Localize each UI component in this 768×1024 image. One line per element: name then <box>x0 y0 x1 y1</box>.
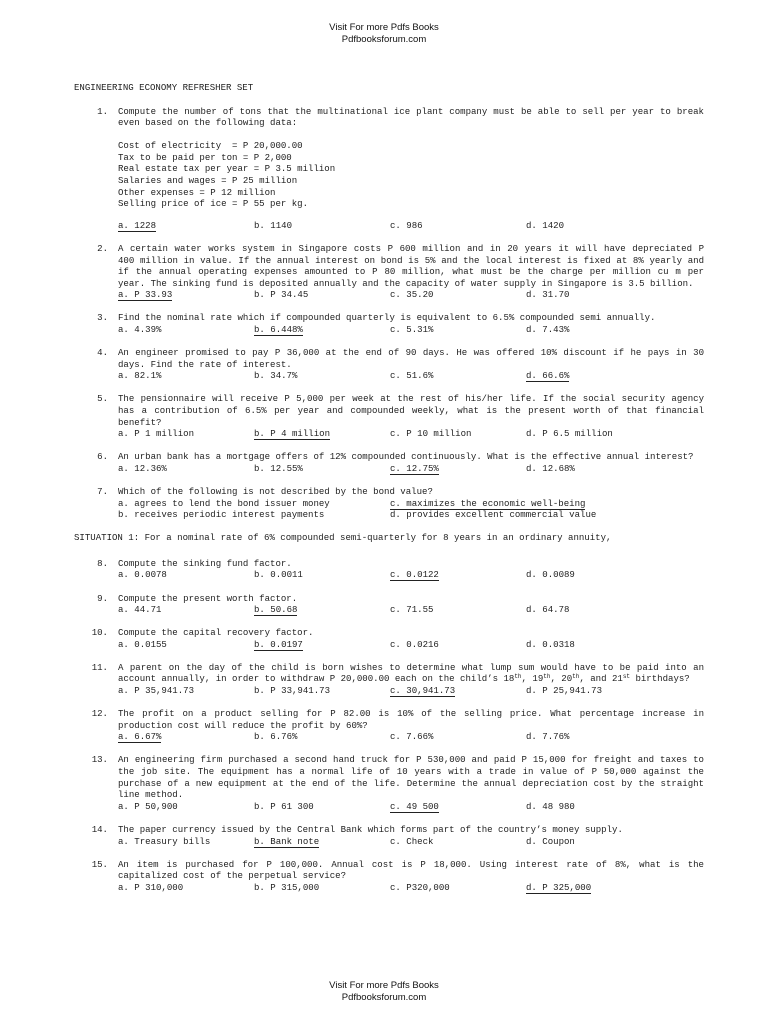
answer-option-c <box>390 498 662 510</box>
question-9 <box>74 593 704 616</box>
answer-option-b <box>254 569 390 581</box>
answer-option-c <box>390 604 526 616</box>
question-11 <box>74 662 704 697</box>
question-text: Compute the capital recovery factor. <box>118 627 314 639</box>
answer-option-label: d. 7.43% <box>526 324 570 335</box>
answer-option-b <box>254 685 390 697</box>
question-number: 14. <box>91 823 108 835</box>
question-text <box>118 662 704 685</box>
question-text: An urban bank has a mortgage offers of 12% compounded continuously. What is the effective annual interest? <box>118 451 694 463</box>
answer-option-label: d. 1420 <box>526 219 565 231</box>
footer-line-1: Visit For more Pdfs Books <box>329 980 439 991</box>
question-number: 8. <box>97 557 108 569</box>
question-text: The pensionnaire will receive P 5,000 per week at the rest of his/her life. If the social security agency has a contribution of 6.5% per year and compounded weekly, what is the present worth of that financial benefit? <box>118 393 704 428</box>
answer-option-label: b. P 315,000 <box>254 881 320 893</box>
answer-options <box>118 836 704 848</box>
answer-option-label: b. 0.0197 <box>254 638 303 650</box>
answer-option-c <box>390 731 526 743</box>
answer-options <box>118 882 704 894</box>
answer-option-d <box>526 324 662 336</box>
given-data-item: Tax to be paid per ton = P 2,000 <box>118 151 292 163</box>
answer-option-b <box>118 509 390 521</box>
question-13 <box>74 754 704 812</box>
answer-option-c <box>390 428 526 440</box>
answer-option-label: d. 66.6% <box>526 370 570 382</box>
answer-option-label: c. 5.31% <box>390 324 434 335</box>
answer-option-b <box>254 289 390 301</box>
answer-option-label: a. 44.71 <box>118 604 162 616</box>
answer-option-label: a. P 310,000 <box>118 881 184 893</box>
answer-option-label: d. 7.76% <box>526 731 570 743</box>
given-data-item: Other expenses = P 12 million <box>118 186 276 198</box>
answer-option-label: d. 0.0089 <box>526 569 575 581</box>
answer-option-d <box>526 569 662 581</box>
question-number: 5. <box>97 393 108 405</box>
question-text: Which of the following is not described by the bond value? <box>118 485 433 497</box>
given-data-item: Cost of electricity = P 20,000.00 <box>118 140 303 152</box>
question-14 <box>74 824 704 847</box>
answer-option-a <box>118 801 254 813</box>
question-number: 10. <box>91 627 108 639</box>
answer-option-a <box>118 324 254 336</box>
question-text: A certain water works system in Singapore costs P 600 million and in 20 years it will have depreciated P 400 million in value. If the annual interest on bond is 5% and the local interest is fixed at 8% yearly and if the annual operating expenses amounted to P 80 million, what must be the charge per million cu m per year. The sinking fund is deposited annually and the capacity of water supply in Singapore is 3.5 billion. <box>118 242 704 289</box>
given-data-item: Selling price of ice = P 55 per kg. <box>118 198 309 210</box>
answer-option-c <box>390 463 526 475</box>
answer-option-label: b. P 61 300 <box>254 800 314 812</box>
answer-option-label: a. P 35,941.73 <box>118 685 195 697</box>
question-5 <box>74 393 704 439</box>
answer-option-label: c. 35.20 <box>390 289 434 301</box>
answer-option-a <box>118 639 254 651</box>
answer-options <box>118 463 704 475</box>
answer-option-label: b. Bank note <box>254 835 320 847</box>
answer-option-a <box>118 498 390 510</box>
answer-option-c <box>390 836 526 848</box>
question-text: An engineer promised to pay P 36,000 at the end of 90 days. He was offered 10% discount if he pays in 30 days. Find the rate of interest. <box>118 347 704 370</box>
question-number: 1. <box>97 105 108 117</box>
answer-options-row-1 <box>118 498 704 510</box>
answer-option-b <box>254 428 390 440</box>
answer-option-label: d. provides excellent commercial value <box>390 509 597 521</box>
answer-option-label: b. 6.448% <box>254 324 303 335</box>
answer-option-a <box>118 569 254 581</box>
answer-option-d <box>526 639 662 651</box>
answer-option-d <box>526 428 662 440</box>
answer-option-label: d. 48 980 <box>526 800 575 812</box>
answer-option-b <box>254 463 390 475</box>
answer-option-label: b. 1140 <box>254 219 293 231</box>
answer-option-label: a. agrees to lend the bond issuer money <box>118 497 330 509</box>
answer-option-a <box>118 463 254 475</box>
question-text-part: , 19 <box>521 673 544 685</box>
answer-option-d <box>526 836 662 848</box>
answer-option-label: c. 0.0122 <box>390 569 439 581</box>
question-text: Compute the sinking fund factor. <box>118 557 292 569</box>
answer-option-b <box>254 639 390 651</box>
answer-option-d <box>526 370 662 382</box>
answer-option-a <box>118 220 254 232</box>
answer-option-label: c. 51.6% <box>390 370 434 382</box>
question-7 <box>74 486 704 521</box>
answer-option-label: a. P 1 million <box>118 428 195 440</box>
question-text-part: , 20 <box>550 673 573 685</box>
answer-option-label: c. 49 500 <box>390 800 439 812</box>
answer-option-c <box>390 639 526 651</box>
question-number: 13. <box>91 754 108 766</box>
answer-option-b <box>254 604 390 616</box>
answer-option-c <box>390 220 526 232</box>
answer-option-a <box>118 289 254 301</box>
ordinal-suffix: th <box>543 673 551 681</box>
answer-option-b <box>254 731 390 743</box>
answer-option-b <box>254 220 390 232</box>
answer-option-d <box>526 604 662 616</box>
answer-options <box>118 604 704 616</box>
question-4 <box>74 347 704 382</box>
page-header-banner <box>0 22 768 46</box>
page-footer-banner <box>0 980 768 1004</box>
given-data-item: Real estate tax per year = P 3.5 million <box>118 163 336 175</box>
answer-option-label: b. 0.0011 <box>254 569 303 581</box>
answer-options <box>118 685 704 697</box>
question-text-part: A parent on the day of the child is born wishes to determine what lump sum would have to be paid into an account annually, in order to withdraw P 20,000.00 each on the child’s 18 <box>118 661 704 685</box>
answer-option-label: a. 6.67% <box>118 731 162 743</box>
answer-option-label: d. 31.70 <box>526 289 570 301</box>
answer-options <box>118 370 704 382</box>
answer-option-b <box>254 324 390 336</box>
answer-option-label: c. maximizes the economic well-being <box>390 497 586 509</box>
answer-option-label: d. P 325,000 <box>526 881 592 893</box>
question-12 <box>74 708 704 743</box>
answer-option-label: b. 50.68 <box>254 604 298 616</box>
answer-option-label: d. 12.68% <box>526 462 575 474</box>
answer-option-b <box>254 836 390 848</box>
question-6 <box>74 451 704 474</box>
answer-option-a <box>118 836 254 848</box>
answer-option-b <box>254 370 390 382</box>
answer-option-label: c. 0.0216 <box>390 638 439 650</box>
question-number: 11. <box>91 661 108 673</box>
answer-option-label: c. 71.55 <box>390 604 434 616</box>
question-number: 2. <box>97 242 108 254</box>
answer-option-b <box>254 882 390 894</box>
question-number: 9. <box>97 592 108 604</box>
document-body <box>74 82 704 893</box>
question-number: 15. <box>91 858 108 870</box>
answer-option-a <box>118 370 254 382</box>
answer-option-c <box>390 882 526 894</box>
answer-option-label: a. 0.0155 <box>118 638 167 650</box>
answer-option-label: a. 1228 <box>118 219 157 231</box>
answer-option-c <box>390 324 526 336</box>
question-number: 3. <box>97 312 108 324</box>
answer-option-a <box>118 428 254 440</box>
answer-option-d <box>526 882 662 894</box>
answer-options <box>118 801 704 813</box>
answer-option-a <box>118 604 254 616</box>
answer-option-label: c. P 10 million <box>390 428 472 440</box>
question-number: 6. <box>97 451 108 463</box>
answer-option-c <box>390 685 526 697</box>
footer-line-2: Pdfbooksforum.com <box>341 992 427 1003</box>
question-8 <box>74 558 704 581</box>
question-1 <box>74 106 704 232</box>
question-number: 4. <box>97 347 108 359</box>
answer-option-a <box>118 882 254 894</box>
answer-option-label: b. 12.55% <box>254 462 303 474</box>
answer-options <box>118 220 704 232</box>
question-2 <box>74 243 704 301</box>
answer-option-d <box>526 801 662 813</box>
answer-option-b <box>254 801 390 813</box>
question-text: An engineering firm purchased a second hand truck for P 530,000 and paid P 15,000 for freight and taxes to the job site. The equipment has a normal life of 10 years with a trade in value of P 50,000 against the purchase of a new equipment at the end of the life. Determine the annual depreciation cost by the straight line method. <box>118 754 704 801</box>
answer-option-label: a. 82.1% <box>118 370 162 382</box>
ordinal-suffix: th <box>572 673 580 681</box>
answer-option-label: c. 12.75% <box>390 462 439 474</box>
answer-option-label: a. 12.36% <box>118 462 167 474</box>
answer-option-c <box>390 289 526 301</box>
answer-option-label: c. P320,000 <box>390 881 450 893</box>
answer-options <box>118 428 704 440</box>
answer-option-label: d. 64.78 <box>526 604 570 616</box>
answer-option-label: c. 30,941.73 <box>390 685 456 697</box>
ordinal-suffix: st <box>622 673 631 681</box>
question-text: An item is purchased for P 100,000. Annual cost is P 18,000. Using interest rate of 8%, what is the capitalized cost of the perpetual service? <box>118 858 704 882</box>
question-10 <box>74 627 704 650</box>
answer-option-label: b. P 4 million <box>254 428 331 440</box>
answer-option-label: a. P 50,900 <box>118 800 178 812</box>
answer-option-d <box>526 220 662 232</box>
answer-option-a <box>118 731 254 743</box>
question-text: The profit on a product selling for P 82.00 is 10% of the selling price. What percentage increase in production cost will reduce the profit by 60%? <box>118 708 704 731</box>
question-text: The paper currency issued by the Central Bank which forms part of the country’s money supply. <box>118 823 623 835</box>
answer-option-label: a. 0.0078 <box>118 569 167 581</box>
answer-option-label: c. 986 <box>390 219 423 231</box>
answer-options <box>118 639 704 651</box>
answer-option-a <box>118 685 254 697</box>
question-number: 7. <box>97 485 108 497</box>
answer-option-label: a. P 33.93 <box>118 289 173 301</box>
answer-option-d <box>526 289 662 301</box>
question-text-part: , and 21 <box>579 673 623 685</box>
answer-options <box>118 289 704 301</box>
answer-option-label: b. 34.7% <box>254 370 298 382</box>
answer-option-label: b. P 33,941.73 <box>254 685 331 697</box>
header-line-1: Visit For more Pdfs Books <box>329 22 439 33</box>
question-3 <box>74 312 704 335</box>
answer-option-label: b. 6.76% <box>254 731 298 743</box>
answer-option-label: d. 0.0318 <box>526 638 575 650</box>
answer-option-label: c. Check <box>390 835 434 847</box>
answer-option-label: b. receives periodic interest payments <box>118 509 325 521</box>
given-data-item: Salaries and wages = P 25 million <box>118 175 298 187</box>
answer-options <box>118 324 704 336</box>
document-title: ENGINEERING ECONOMY REFRESHER SET <box>74 82 254 93</box>
question-text: Find the nominal rate which if compounded quarterly is equivalent to 6.5% compounded semi annually. <box>118 312 656 324</box>
question-text: Compute the number of tons that the multinational ice plant company must be able to sell per year to break even based on the following data: <box>118 105 704 129</box>
question-15 <box>74 859 704 894</box>
answer-option-label: d. Coupon <box>526 835 575 847</box>
answer-option-label: a. 4.39% <box>118 324 162 335</box>
answer-option-c <box>390 370 526 382</box>
answer-option-c <box>390 801 526 813</box>
answer-option-c <box>390 569 526 581</box>
answer-option-label: d. P 6.5 million <box>526 428 613 440</box>
answer-option-label: a. Treasury bills <box>118 835 211 847</box>
answer-option-d <box>526 731 662 743</box>
question-number: 12. <box>91 708 108 720</box>
answer-options <box>118 731 704 743</box>
situation-heading: SITUATION 1: For a nominal rate of 6% compounded semi-quarterly for 8 years in an ordinary annuity, <box>74 532 612 544</box>
answer-option-d <box>526 685 662 697</box>
question-text-part: birthdays? <box>630 673 690 685</box>
answer-options <box>118 569 704 581</box>
ordinal-suffix: th <box>514 673 522 681</box>
question-text: Compute the present worth factor. <box>118 592 298 604</box>
answer-option-label: c. 7.66% <box>390 731 434 743</box>
answer-option-label: d. P 25,941.73 <box>526 685 603 697</box>
answer-option-d <box>526 463 662 475</box>
answer-option-d <box>390 509 662 521</box>
header-line-2: Pdfbooksforum.com <box>341 34 427 45</box>
answer-option-label: b. P 34.45 <box>254 289 309 301</box>
given-data-list <box>118 140 704 210</box>
answer-options-row-2 <box>118 509 704 521</box>
